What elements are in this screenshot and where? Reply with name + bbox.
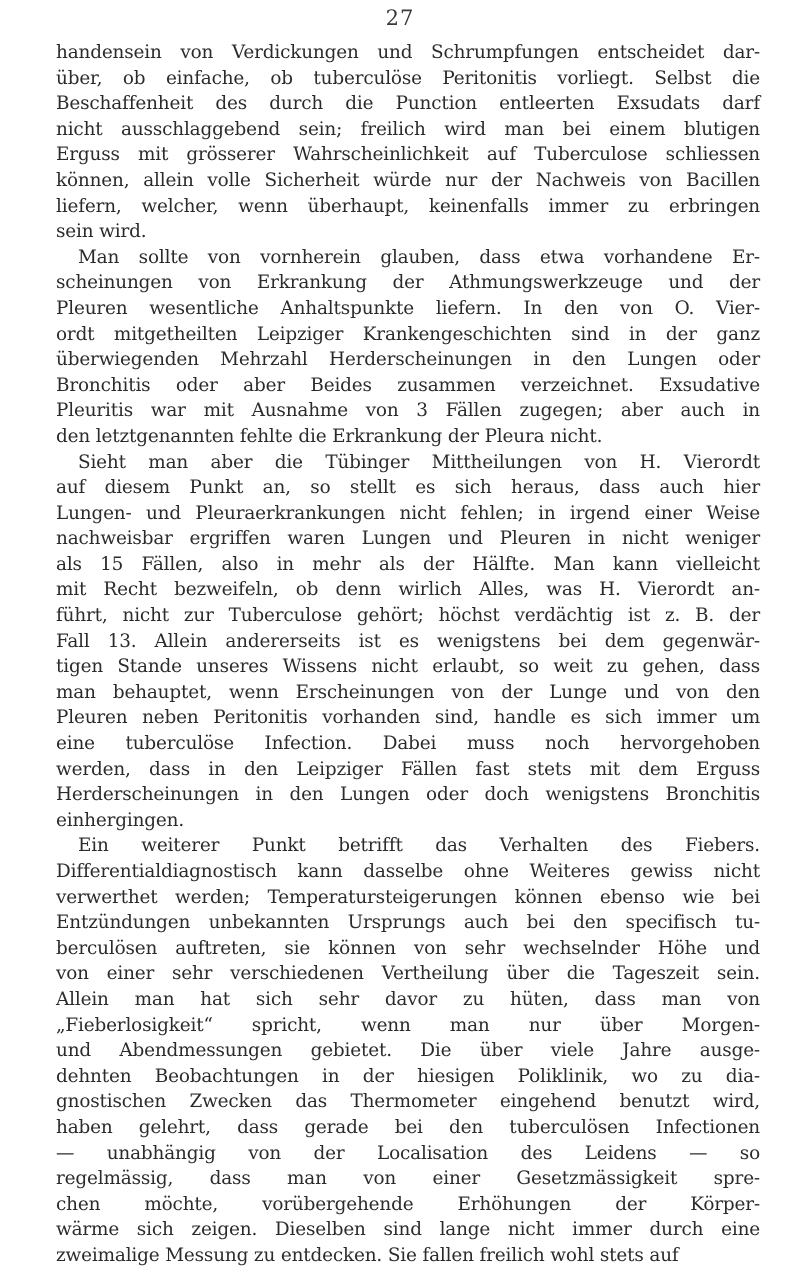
text-line: gnostischen Zwecken das Thermometer eingehend benutzt wird, <box>56 1091 760 1113</box>
text-line: auf diesem Punkt an, so stellt es sich heraus, dass auch hier <box>56 477 760 499</box>
text-line: — unabhängig von der Localisation des Leidens — so <box>56 1142 760 1164</box>
text-line: als 15 Fällen, also in mehr als der Hälfte. Man kann vielleicht <box>56 553 760 575</box>
text-line: nicht ausschlaggebend sein; freilich wird man bei einem blutigen <box>56 118 760 140</box>
text-line: von einer sehr verschiedenen Vertheilung über die Tageszeit sein. <box>56 963 760 985</box>
text-line: mit Recht bezweifeln, ob denn wirlich Alles, was H. Vierordt an- <box>56 579 760 601</box>
text-line: berculösen auftreten, sie können von sehr wechselnder Höhe und <box>56 937 760 959</box>
text-line: Ein weiterer Punkt betrifft das Verhalten des Fiebers. <box>78 835 760 857</box>
text-line: Pleuren wesentliche Anhaltspunkte liefern. In den von O. Vier- <box>56 297 760 319</box>
text-line: man behauptet, wenn Erscheinungen von der Lunge und von den <box>56 681 760 703</box>
text-line: Differentialdiagnostisch kann dasselbe ohne Weiteres gewiss nicht <box>56 861 760 882</box>
text-line: haben gelehrt, dass gerade bei den tuberculösen Infectionen <box>56 1116 760 1138</box>
text-line: eine tuberculöse Infection. Dabei muss noch hervorgehoben <box>56 733 760 755</box>
text-line: Fall 13. Allein andererseits ist es wenigstens bei dem gegenwär- <box>56 630 760 652</box>
text-line: Erguss mit grösserer Wahrscheinlichkeit auf Tuberculose schliessen <box>56 144 760 166</box>
text-line: Sieht man aber die Tübinger Mittheilungen von H. Vierordt <box>78 451 760 473</box>
page-number: 27 <box>385 6 415 30</box>
text-line: Allein man hat sich sehr davor zu hüten, dass man von <box>56 988 760 1010</box>
text-line: ordt mitgetheilten Leipziger Krankengeschichten sind in der ganz <box>56 323 760 345</box>
text-line: Pleuritis war mit Ausnahme von 3 Fällen zugegen; aber auch in <box>56 400 760 422</box>
text-line: Pleuren neben Peritonitis vorhanden sind, handle es sich immer um <box>56 707 760 729</box>
body-text <box>56 40 760 1269</box>
text-line: handensein von Verdickungen und Schrumpfungen entscheidet dar- <box>56 42 760 63</box>
text-line: verwerthet werden; Temperatursteigerungen können ebenso wie bei <box>56 886 760 908</box>
text-line: regelmässig, dass man von einer Gesetzmässigkeit spre- <box>56 1168 760 1190</box>
text-line: über, ob einfache, ob tuberculöse Peritonitis vorliegt. Selbst die <box>56 67 760 89</box>
text-line: „Fieberlosigkeit“ spricht, wenn man nur über Morgen- <box>56 1014 760 1036</box>
text-line: zweimalige Messung zu entdecken. Sie fallen freilich wohl stets auf <box>56 1244 679 1266</box>
text-line: können, allein volle Sicherheit würde nur der Nachweis von Bacillen <box>56 169 760 191</box>
text-line: den letztgenannten fehlte die Erkrankung der Pleura nicht. <box>56 425 603 447</box>
text-line: werden, dass in den Leipziger Fällen fast stets mit dem Erguss <box>56 758 760 780</box>
text-line: tigen Stande unseres Wissens nicht erlaubt, so weit zu gehen, dass <box>56 656 760 678</box>
text-line: Herderscheinungen in den Lungen oder doch wenigstens Bronchitis <box>56 784 760 806</box>
text-line: chen möchte, vorübergehende Erhöhungen der Körper- <box>56 1193 760 1215</box>
text-line: Bronchitis oder aber Beides zusammen verzeichnet. Exsudative <box>56 374 760 396</box>
text-line: liefern, welcher, wenn überhaupt, keinenfalls immer zu erbringen <box>56 195 760 217</box>
text-line: Entzündungen unbekannten Ursprungs auch bei den specifisch tu- <box>56 912 760 934</box>
text-line: scheinungen von Erkrankung der Athmungswerkzeuge und der <box>56 272 760 294</box>
text-line: dehnten Beobachtungen in der hiesigen Poliklinik, wo zu dia- <box>56 1065 760 1087</box>
text-line: Lungen- und Pleuraerkrankungen nicht fehlen; in irgend einer Weise <box>56 502 760 524</box>
text-line: sein wird. <box>56 221 147 243</box>
text-line: Beschaffenheit des durch die Punction entleerten Exsudats darf <box>56 93 760 115</box>
text-line: nachweisbar ergriffen waren Lungen und Pleuren in nicht weniger <box>56 528 760 550</box>
text-line: überwiegenden Mehrzahl Herderscheinungen in den Lungen oder <box>56 349 760 371</box>
text-line: führt, nicht zur Tuberculose gehört; höchst verdächtig ist z. B. der <box>56 605 760 627</box>
text-line: und Abendmessungen gebietet. Die über viele Jahre ausge- <box>56 1040 760 1062</box>
text-line: Man sollte von vornherein glauben, dass etwa vorhandene Er- <box>78 246 760 268</box>
text-line: wärme sich zeigen. Dieselben sind lange nicht immer durch eine <box>56 1219 760 1241</box>
text-line: einhergingen. <box>56 809 185 831</box>
